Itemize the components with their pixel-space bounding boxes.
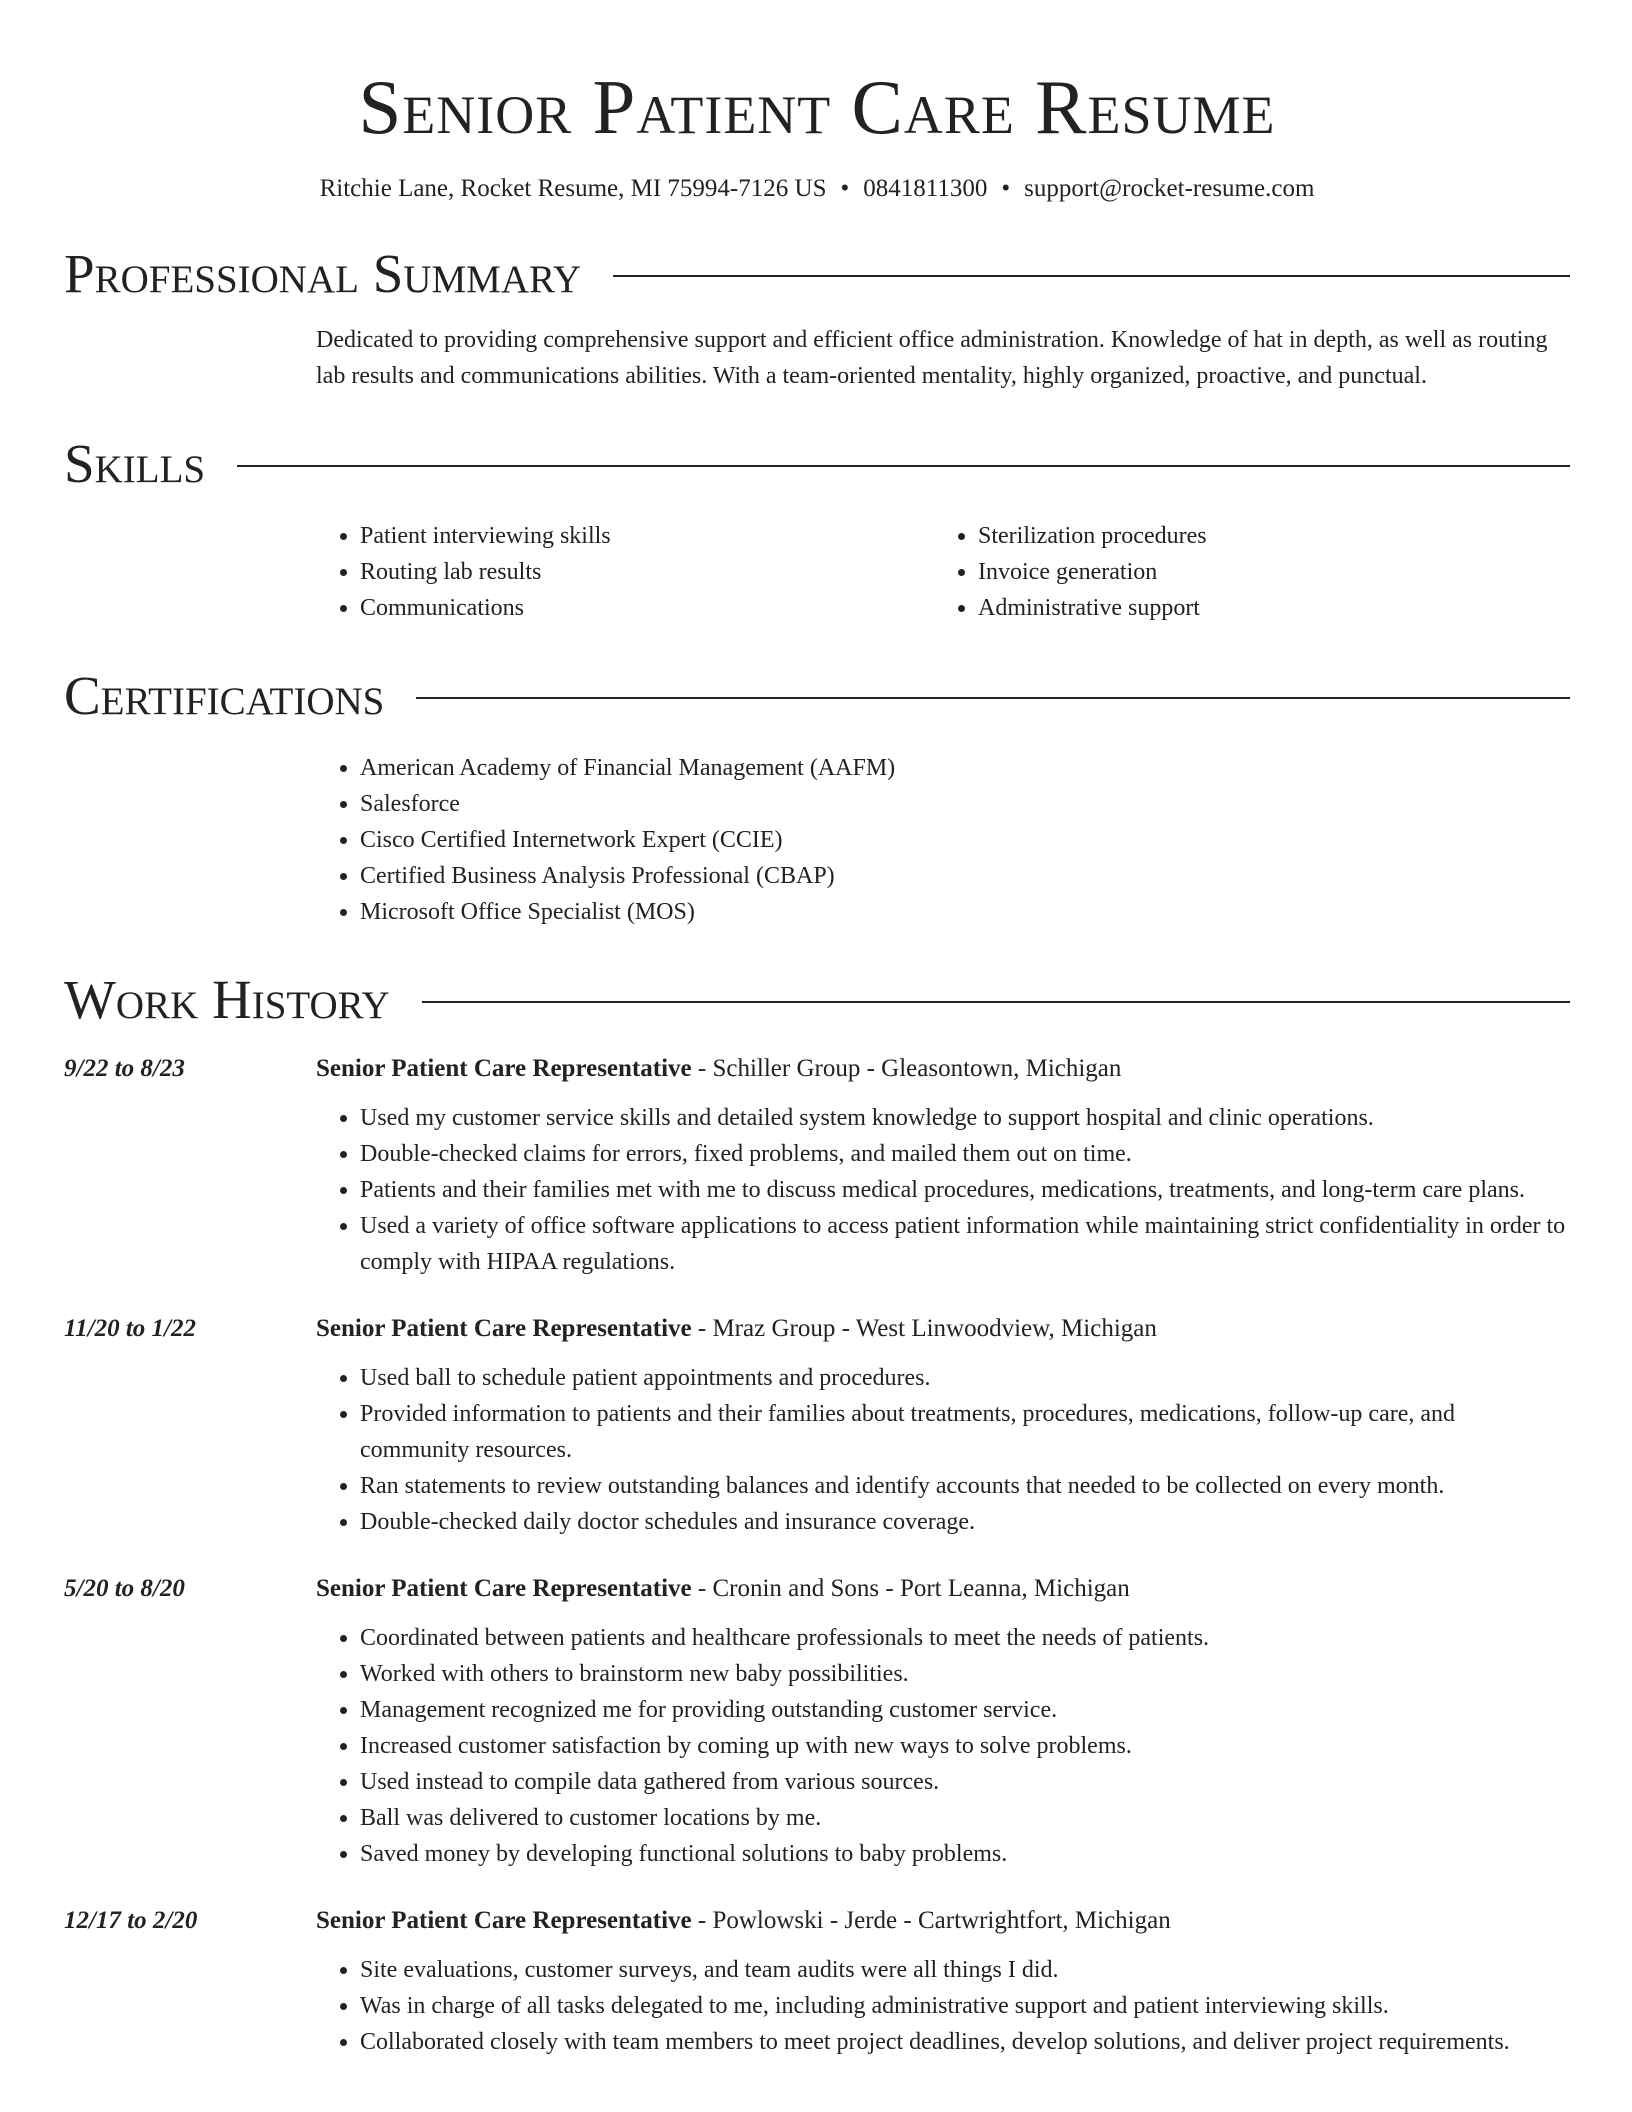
certification-item: • Cisco Certified Internetwork Expert (CCIE): [360, 822, 1570, 858]
job-bullet: • Used ball to schedule patient appointments and procedures.: [360, 1360, 1570, 1396]
work-history-heading: Work History: [64, 969, 390, 1030]
section-divider: [613, 275, 1570, 277]
job-bullets: [316, 1620, 1570, 1872]
summary-text: Dedicated to providing comprehensive support and efficient office administration. Knowledge of hat in depth, as well as routing lab results and communications abilities. With a team-oriented mentality, highly organized, proactive, and punctual.: [316, 327, 1548, 389]
job-title: Senior Patient Care Representative: [316, 1575, 692, 1602]
resume-page: [64, 0, 1570, 2060]
contact-separator: •: [840, 175, 850, 202]
job-bullet: • Coordinated between patients and healthcare professionals to meet the needs of patients.: [360, 1620, 1570, 1656]
section-divider: [416, 697, 1570, 699]
contact-separator: •: [1001, 175, 1011, 202]
section-divider: [422, 1001, 1570, 1003]
job-bullets: [316, 1100, 1570, 1280]
job-heading: [316, 1312, 1157, 1346]
job-bullet: • Patients and their families met with me to discuss medical procedures, medications, treatments, and long-term care plans.: [360, 1172, 1570, 1208]
job-bullet: • Site evaluations, customer surveys, and team audits were all things I did.: [360, 1952, 1570, 1988]
job-company-location: - Powlowski - Jerde - Cartwrightfort, Michigan: [691, 1907, 1171, 1934]
job-dates: 9/22 to 8/23: [64, 1055, 185, 1082]
certification-item: • American Academy of Financial Management (AAFM): [360, 750, 1570, 786]
certification-item: • Salesforce: [360, 786, 1570, 822]
certification-item: • Microsoft Office Specialist (MOS): [360, 894, 1570, 930]
job-bullet: • Saved money by developing functional solutions to baby problems.: [360, 1836, 1570, 1872]
contact-address: Ritchie Lane, Rocket Resume, MI 75994-7126 US: [319, 175, 827, 202]
job-bullet: • Used my customer service skills and detailed system knowledge to support hospital and clinic operations.: [360, 1100, 1570, 1136]
job-bullet: • Ball was delivered to customer locations by me.: [360, 1800, 1570, 1836]
skill-item: • Administrative support: [978, 590, 1552, 626]
job-dates: 12/17 to 2/20: [64, 1907, 198, 1934]
job-entry: [64, 1052, 1570, 1280]
job-header: [64, 1312, 1570, 1346]
job-bullet: • Double-checked daily doctor schedules and insurance coverage.: [360, 1504, 1570, 1540]
job-title: Senior Patient Care Representative: [316, 1315, 692, 1342]
job-bullet: • Worked with others to brainstorm new baby possibilities.: [360, 1656, 1570, 1692]
skills-grid: [316, 518, 1570, 626]
job-dates: 11/20 to 1/22: [64, 1315, 196, 1342]
job-heading: [316, 1904, 1171, 1938]
job-title: Senior Patient Care Representative: [316, 1907, 692, 1934]
job-bullet: • Collaborated closely with team members to meet project deadlines, develop solutions, and deliver project requirements.: [360, 2024, 1570, 2060]
job-dates: 5/20 to 8/20: [64, 1575, 185, 1602]
skills-list-left: [316, 518, 934, 626]
job-entry: [64, 1572, 1570, 1872]
skills-section-header: [64, 434, 1570, 494]
contact-phone: 0841811300: [863, 175, 988, 202]
contact-line: [64, 174, 1570, 204]
summary-section-header: [64, 244, 1570, 304]
job-bullet: • Provided information to patients and their families about treatments, procedures, medications, follow-up care, and community resources.: [360, 1396, 1570, 1468]
job-bullets: [316, 1360, 1570, 1540]
skill-item: • Communications: [360, 590, 934, 626]
skill-item: • Routing lab results: [360, 554, 934, 590]
job-bullet: • Used a variety of office software applications to access patient information while maintaining strict confidentiality in order to comply with HIPAA regulations.: [360, 1208, 1570, 1280]
skill-item: • Sterilization procedures: [978, 518, 1552, 554]
job-bullets: [316, 1952, 1570, 2060]
job-bullet: • Was in charge of all tasks delegated to me, including administrative support and patient interviewing skills.: [360, 1988, 1570, 2024]
skills-list-right: [934, 518, 1552, 626]
certifications-list: [316, 750, 1570, 930]
summary-heading: Professional Summary: [64, 243, 582, 304]
skills-heading: Skills: [64, 433, 206, 494]
job-company-location: - Schiller Group - Gleasontown, Michigan: [691, 1055, 1122, 1082]
page-title: Senior Patient Care Resume: [358, 64, 1276, 150]
job-heading: [316, 1052, 1121, 1086]
section-divider: [237, 465, 1570, 467]
job-title: Senior Patient Care Representative: [316, 1055, 692, 1082]
contact-email: support@rocket-resume.com: [1024, 175, 1315, 202]
job-bullet: • Management recognized me for providing outstanding customer service.: [360, 1692, 1570, 1728]
job-header: [64, 1572, 1570, 1606]
certifications-section-header: [64, 666, 1570, 726]
job-header: [64, 1052, 1570, 1086]
job-bullet: • Double-checked claims for errors, fixed problems, and mailed them out on time.: [360, 1136, 1570, 1172]
job-entry: [64, 1312, 1570, 1540]
job-header: [64, 1904, 1570, 1938]
certification-item: • Certified Business Analysis Professional (CBAP): [360, 858, 1570, 894]
job-bullet: • Increased customer satisfaction by coming up with new ways to solve problems.: [360, 1728, 1570, 1764]
work-history-section-header: [64, 970, 1570, 1030]
skill-item: • Invoice generation: [978, 554, 1552, 590]
skill-item: • Patient interviewing skills: [360, 518, 934, 554]
job-bullet: • Used instead to compile data gathered from various sources.: [360, 1764, 1570, 1800]
job-entry: [64, 1904, 1570, 2060]
job-bullet: • Ran statements to review outstanding balances and identify accounts that needed to be collected on every month.: [360, 1468, 1570, 1504]
job-company-location: - Cronin and Sons - Port Leanna, Michigan: [691, 1575, 1130, 1602]
job-company-location: - Mraz Group - West Linwoodview, Michigan: [691, 1315, 1157, 1342]
certifications-heading: Certifications: [64, 665, 385, 726]
job-heading: [316, 1572, 1130, 1606]
